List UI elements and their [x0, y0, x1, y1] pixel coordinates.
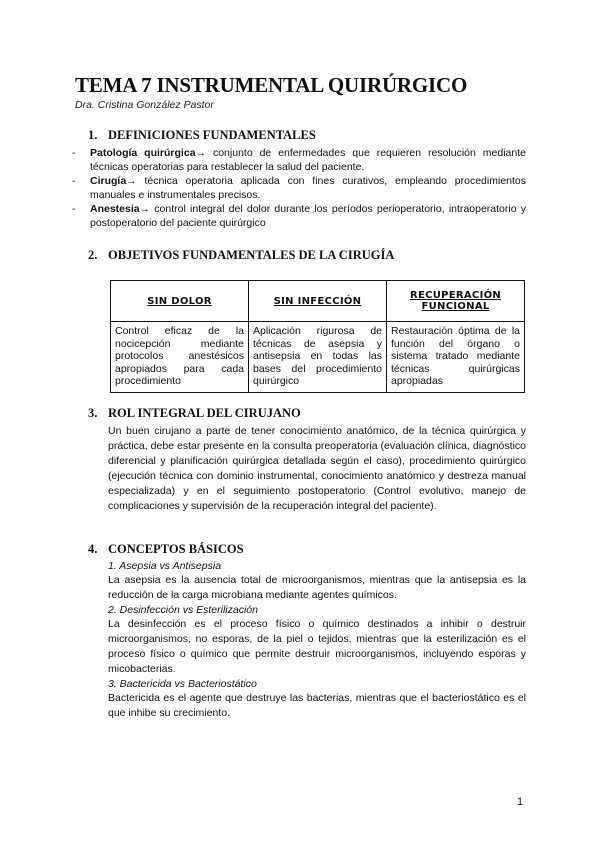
- table-header-recuperacion: RECUPERACIÓN FUNCIONAL: [387, 281, 525, 322]
- list-item: [72, 174, 526, 202]
- list-item: [72, 146, 526, 174]
- arrow-icon: →: [195, 147, 207, 159]
- definition-text: técnica operatoria aplicada con fines curativos, empleando procedimientos manuales e instrumentales precisos.: [90, 175, 526, 201]
- definition-term: Patología quirúrgica: [90, 147, 196, 159]
- subsection-text: Bactericida es el agente que destruye las bacterias, mientras que el bacteriostático es el que inhibe su crecimiento.: [108, 692, 526, 719]
- section-paragraph: Un buen cirujano a parte de tener conocimiento anatómico, de la técnica quirúrgica y práctica, debe estar presente en la consulta preoperatoria (evaluación clínica, diagnóstico diferencial y planificación quirúrgica detallada según el caso), procedimiento quirúrgico (ejecución técnica con dominio instrumental, conocimiento anatómico y destreza manual especializada) y en el seguimiento postoperatorio (Control evolutivo, manejo de complicaciones y supervisión de la recuperación integral del paciente).: [108, 425, 526, 512]
- section-heading: [88, 248, 526, 263]
- section-number: 2.: [88, 248, 98, 262]
- list-item-text: [90, 174, 526, 202]
- bullet-dash: -: [72, 147, 76, 159]
- document-title: TEMA 7 INSTRUMENTAL QUIRÚRGICO: [75, 73, 468, 97]
- section-heading: [88, 406, 526, 421]
- subsection-text: La asepsia es la ausencia total de microorganismos, mientras que la antisepsia es la reducción de la carga microbiana mediante agentes químicos.: [108, 574, 526, 601]
- table-header-row: [111, 281, 525, 322]
- section-title: DEFINICIONES FUNDAMENTALES: [108, 128, 316, 142]
- definition-text: conjunto de enfermedades que requieren resolución mediante técnicas operatorias para restablecer la salud del paciente.: [90, 147, 526, 173]
- section-number: 3.: [88, 406, 98, 420]
- section-number: 1.: [88, 128, 98, 142]
- section-title: OBJETIVOS FUNDAMENTALES DE LA CIRUGÍA: [108, 248, 395, 262]
- definition-text: control integral del dolor durante los períodos perioperatorio, intraoperatorio y postoperatorio del paciente quirúrgico: [90, 203, 526, 229]
- section-objetivos: [88, 248, 526, 263]
- concepts-list: [88, 559, 526, 721]
- table-cell: Aplicación rigurosa de técnicas de asepsia y antisepsia en todas las bases del procedimiento quirúrgico: [249, 322, 387, 393]
- table-cell: Control eficaz de la nocicepción mediante protocolos anestésicos apropiados para cada procedimiento: [111, 322, 249, 393]
- subsection-text: La desinfección es el proceso físico o químico destinados a inhibir o destruir microorganismos, no esporas, de la piel o tejidos, mientras que la esterilización es el proceso físico o químico que permite destruir microorganismos, incluyendo esporas y micobacterias.: [108, 618, 526, 675]
- definition-term: Anestesia: [90, 203, 140, 215]
- page-number: 1: [517, 796, 524, 808]
- subsection-title: 2. Desinfección vs Esterilización: [108, 604, 258, 616]
- objectives-table: [110, 280, 525, 393]
- table-row: [111, 322, 525, 393]
- arrow-icon: →: [126, 175, 137, 187]
- section-number: 4.: [88, 542, 98, 556]
- bullet-dash: -: [72, 175, 76, 187]
- document-author: Dra. Cristina González Pastor: [75, 99, 214, 111]
- subsection-title: 3. Bactericida vs Bacteriostático: [108, 678, 257, 690]
- list-item: [72, 202, 526, 230]
- table-cell: Restauración óptima de la función del órgano o sistema tratado mediante técnicas quirúrgicas apropiadas: [387, 322, 525, 393]
- section-heading: [88, 542, 526, 557]
- arrow-icon: →: [139, 203, 151, 215]
- list-item-text: [90, 146, 526, 174]
- list-item-text: [90, 202, 526, 230]
- section-definiciones: [72, 128, 526, 230]
- table-header-sin-infeccion: SIN INFECCIÓN: [249, 281, 387, 322]
- definitions-list: [72, 146, 526, 230]
- section-heading: [88, 128, 526, 143]
- section-title: ROL INTEGRAL DEL CIRUJANO: [108, 406, 301, 420]
- definition-term: Cirugía: [90, 175, 127, 187]
- bullet-dash: -: [72, 203, 76, 215]
- subsection-title: 1. Asepsia vs Antisepsia: [108, 560, 222, 572]
- section-conceptos: [88, 542, 526, 721]
- section-rol-cirujano: [88, 406, 526, 514]
- table-header-sin-dolor: SIN DOLOR: [111, 281, 249, 322]
- section-title: CONCEPTOS BÁSICOS: [108, 542, 244, 556]
